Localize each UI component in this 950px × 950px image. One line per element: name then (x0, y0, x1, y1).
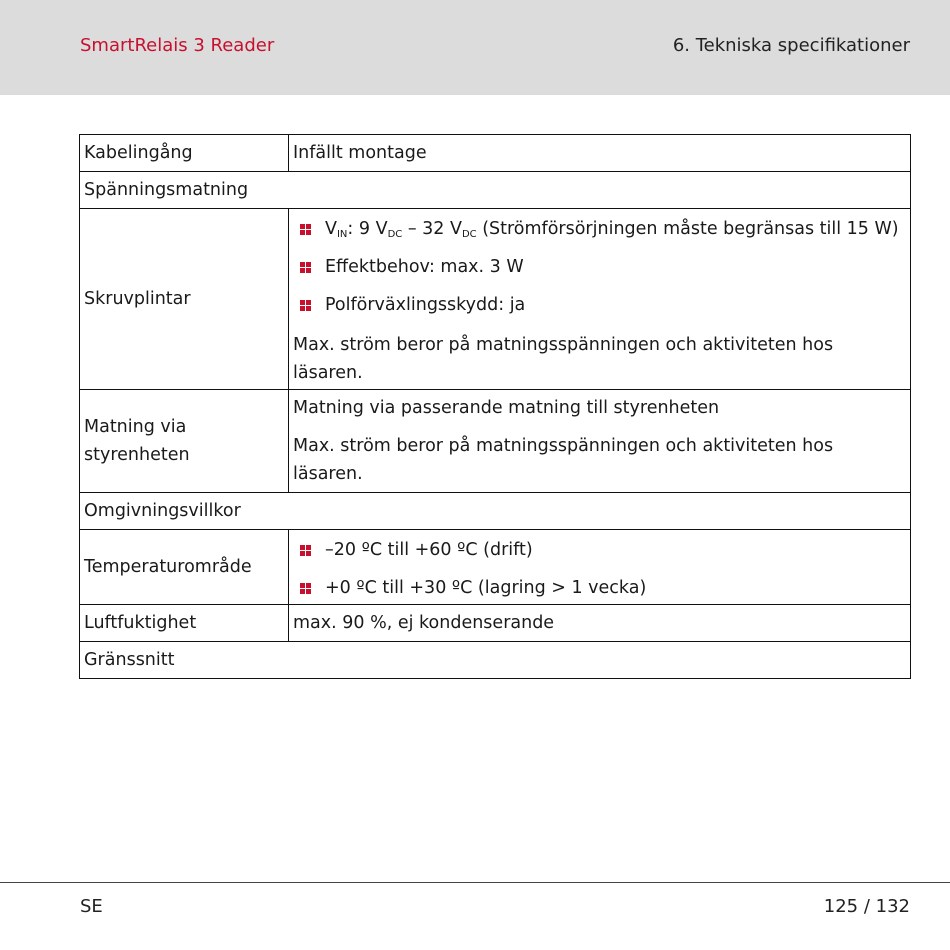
table-row (80, 530, 911, 605)
list-item (293, 574, 906, 602)
chapter-title: 6. Tekniska specifikationer (672, 35, 910, 56)
product-title: SmartRelais 3 Reader (80, 35, 275, 56)
row-label: Luftfuktighet (80, 605, 289, 642)
row-label: Skruvplintar (80, 209, 289, 390)
voltage-note: (Strömförsörjningen måste begränsas till 15 W) (476, 219, 899, 239)
page-number: 125 / 132 (823, 896, 910, 917)
page-header (0, 0, 950, 95)
row-value (289, 390, 911, 493)
storage-temperature: +0 ºC till +30 ºC (lagring > 1 vecka) (325, 578, 647, 598)
list-item (293, 215, 906, 243)
row-label: Matning via styrenheten (80, 390, 289, 493)
current-note: Max. ström beror på matningsspänningen och aktiviteten hos läsaren. (293, 335, 834, 383)
table-row (80, 390, 911, 493)
bullet-list (293, 215, 906, 319)
subscript: DC (461, 229, 477, 240)
voltage-symbol: V (325, 219, 337, 239)
group-heading: Omgivningsvillkor (80, 493, 911, 530)
row-label: Kabelingång (80, 135, 289, 172)
row-value: max. 90 %, ej kondenserande (289, 605, 911, 642)
polarity-protection: Polförväxlingsskydd: ja (325, 295, 526, 315)
table-row (80, 642, 911, 679)
bullet-icon (300, 583, 311, 594)
footer-divider (0, 882, 950, 883)
list-item (293, 291, 906, 319)
operating-temperature: –20 ºC till +60 ºC (drift) (325, 540, 533, 560)
table-row (80, 172, 911, 209)
bullet-icon (300, 300, 311, 311)
group-heading: Spänningsmatning (80, 172, 911, 209)
table-row (80, 605, 911, 642)
spec-table (79, 134, 911, 679)
bullet-icon (300, 545, 311, 556)
row-value (289, 209, 911, 390)
subscript: DC (387, 229, 403, 240)
table-row (80, 493, 911, 530)
list-item (293, 536, 906, 564)
row-label: Temperaturområde (80, 530, 289, 605)
voltage-min: : 9 V (347, 219, 388, 239)
supply-line: Matning via passerande matning till styrenheten (293, 398, 720, 418)
group-heading: Gränssnitt (80, 642, 911, 679)
subscript: IN (336, 229, 348, 240)
row-value (289, 530, 911, 605)
bullet-icon (300, 262, 311, 273)
list-item (293, 253, 906, 281)
voltage-max: – 32 V (402, 219, 462, 239)
power-requirement: Effektbehov: max. 3 W (325, 257, 524, 277)
table-row (80, 135, 911, 172)
row-value: Infällt montage (289, 135, 911, 172)
language-code: SE (80, 896, 103, 917)
bullet-list (293, 536, 906, 602)
current-note: Max. ström beror på matningsspänningen och aktiviteten hos läsaren. (293, 436, 834, 484)
table-row (80, 209, 911, 390)
bullet-icon (300, 224, 311, 235)
